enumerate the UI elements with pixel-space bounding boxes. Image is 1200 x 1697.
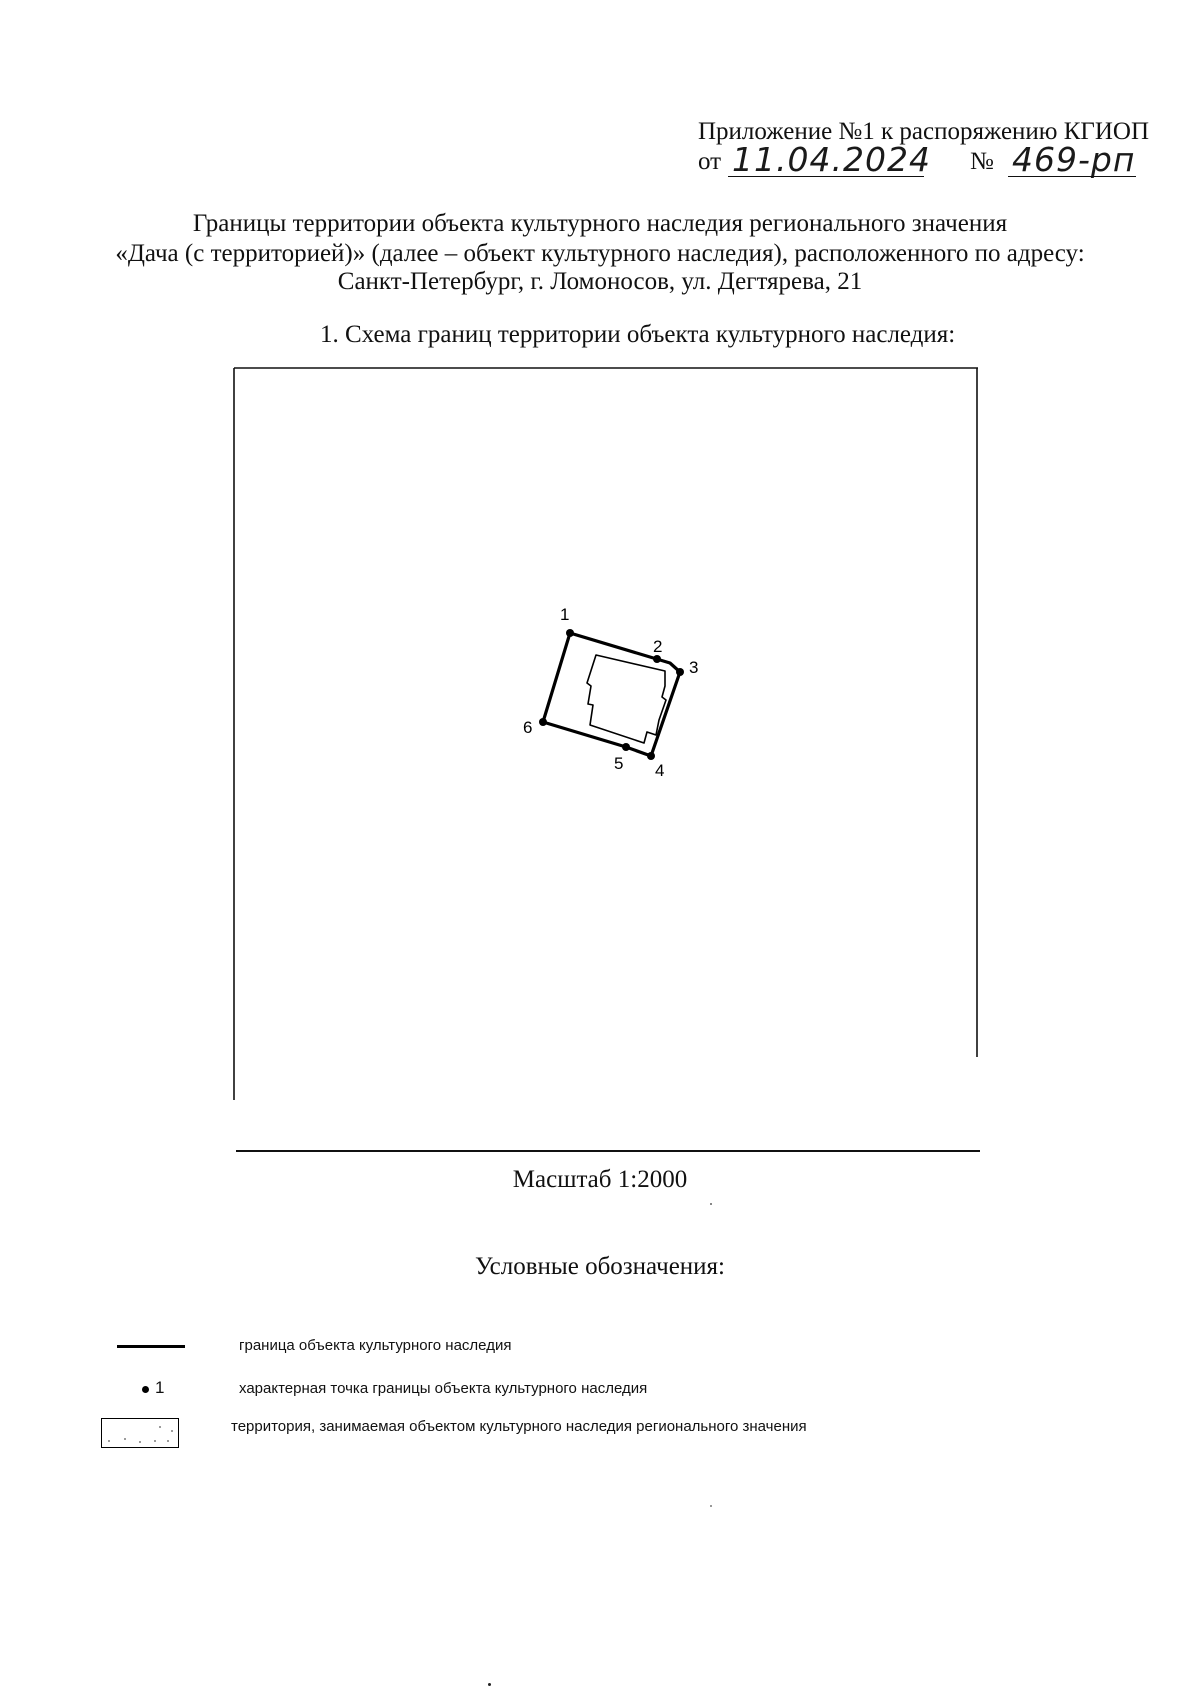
number-underline bbox=[1008, 176, 1136, 177]
legend-item-point bbox=[0, 1374, 1200, 1404]
boundary-point-1 bbox=[566, 629, 574, 637]
boundary-point-6 bbox=[539, 718, 547, 726]
scale-label: Масштаб 1:2000 bbox=[512, 1166, 688, 1193]
point-label-4: 4 bbox=[655, 761, 665, 780]
title-line-2: «Дача (с территорией)» (далее – объект культурного наследия), расположенного по адресу: bbox=[115, 240, 1085, 267]
date-prefix: от bbox=[698, 148, 722, 175]
point-label-3: 3 bbox=[689, 658, 699, 677]
date-underline bbox=[728, 176, 924, 177]
solid-line-symbol bbox=[117, 1345, 185, 1348]
boundary-point-3 bbox=[676, 668, 684, 676]
legend-item-territory bbox=[0, 1414, 1200, 1454]
appendix-reference: Приложение №1 к распоряжению КГИОП bbox=[698, 118, 1150, 145]
boundary-point-4 bbox=[647, 752, 655, 760]
scan-speck bbox=[710, 1505, 712, 1507]
scan-speck bbox=[488, 1683, 491, 1686]
point-label-6: 6 bbox=[523, 718, 533, 737]
point-label-5: 5 bbox=[614, 754, 624, 773]
point-symbol-label: 1 bbox=[155, 1378, 165, 1397]
legend-text-point: характерная точка границы объекта культурного наследия bbox=[239, 1380, 648, 1397]
number-prefix: № bbox=[970, 148, 994, 175]
point-symbol bbox=[142, 1386, 149, 1393]
order-date: 11.04.2024 bbox=[732, 140, 931, 179]
title-line-3: Санкт-Петербург, г. Ломоносов, ул. Дегтярева, 21 bbox=[337, 268, 863, 295]
scan-speck bbox=[710, 1203, 712, 1205]
point-label-1: 1 bbox=[560, 605, 570, 624]
point-label-2: 2 bbox=[653, 637, 663, 656]
order-number: 469-рп bbox=[1012, 140, 1136, 179]
legend-text-territory: территория, занимаемая объектом культурного наследия регионального значения bbox=[231, 1418, 807, 1435]
legend-item-boundary bbox=[0, 1331, 1200, 1361]
boundary-point-2 bbox=[653, 655, 661, 663]
title-line-1: Границы территории объекта культурного наследия регионального значения bbox=[192, 210, 1008, 237]
legend-title: Условные обозначения: bbox=[474, 1253, 726, 1280]
scale-rule bbox=[236, 1150, 980, 1152]
dotted-box-symbol bbox=[101, 1418, 179, 1448]
building-footprint bbox=[587, 655, 666, 743]
boundary-point-5 bbox=[622, 743, 630, 751]
section-heading: 1. Схема границ территории объекта культурного наследия: bbox=[320, 321, 956, 348]
legend-text-boundary: граница объекта культурного наследия bbox=[239, 1337, 512, 1354]
boundary-map bbox=[233, 367, 979, 1102]
